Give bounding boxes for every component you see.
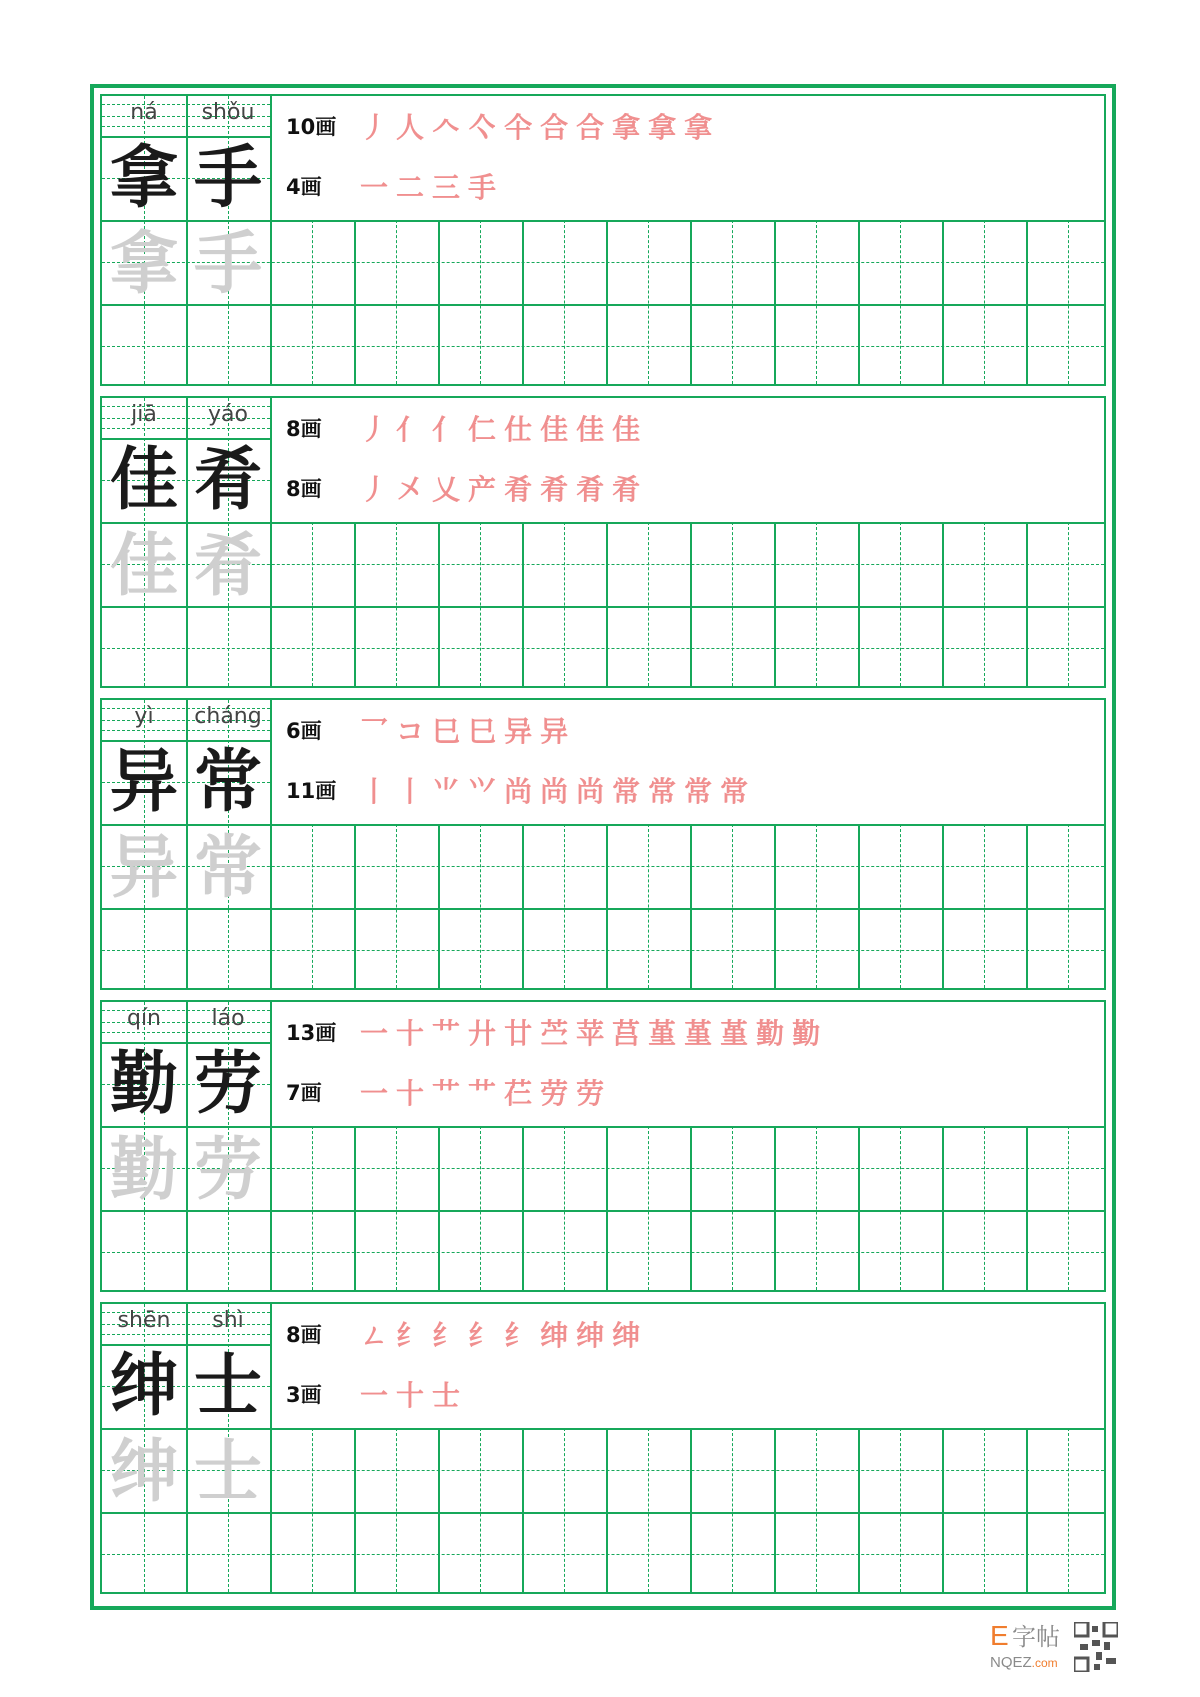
grid-column-line (942, 522, 944, 686)
stroke-step: 手 (468, 171, 505, 204)
stroke-step: 一 (360, 1077, 397, 1110)
grid-column-line (354, 1126, 356, 1290)
stroke-step: 合 (540, 111, 577, 144)
stroke-step: 亻 (432, 413, 469, 446)
stroke-step: 仐 (504, 111, 541, 144)
grid-column-line (354, 824, 356, 988)
stroke-step: ㄥ (360, 1319, 397, 1352)
stroke-step: 巳 (468, 715, 505, 748)
stroke-steps (360, 468, 648, 508)
grid-center-dash (564, 1126, 565, 1290)
character-block (100, 1000, 1106, 1292)
grid-center-dash (732, 522, 733, 686)
trace-character: 常 (193, 828, 262, 908)
stroke-step: 莒 (612, 1017, 649, 1050)
stroke-count: 6画 (286, 719, 322, 743)
grid-column-line (942, 1126, 944, 1290)
grid-center-dash (480, 1428, 481, 1592)
grid-column-line (270, 96, 272, 384)
stroke-step: 肴 (612, 473, 649, 506)
grid-center-dash (1068, 1428, 1069, 1592)
grid-column-line (438, 824, 440, 988)
stroke-step: 常 (612, 775, 649, 808)
grid-center-dash (900, 824, 901, 988)
grid-center-dash (480, 824, 481, 988)
grid-column-line (858, 1126, 860, 1290)
stroke-step: 劳 (540, 1077, 577, 1110)
grid-column-line (774, 824, 776, 988)
grid-center-dash (648, 1126, 649, 1290)
stroke-step: 常 (684, 775, 721, 808)
grid-center-dash (312, 1126, 313, 1290)
stroke-step: 三 (432, 171, 469, 204)
stroke-step: 㐅 (396, 473, 433, 506)
stroke-step: コ (396, 715, 433, 748)
stroke-step: 异 (504, 715, 541, 748)
stroke-order-row (286, 1010, 828, 1054)
stroke-count: 8画 (286, 417, 322, 441)
grid-middle-dash (102, 1252, 1104, 1253)
grid-center-dash (648, 824, 649, 988)
stroke-step: 一 (360, 1379, 397, 1412)
grid-center-dash (816, 1428, 817, 1592)
stroke-step: 一 (360, 171, 397, 204)
grid-column-line (858, 522, 860, 686)
grid-column-line (270, 398, 272, 686)
grid-center-dash (480, 1126, 481, 1290)
grid-column-line (522, 824, 524, 988)
grid-center-dash (984, 824, 985, 988)
grid-center-dash (396, 1428, 397, 1592)
grid-center-dash (480, 220, 481, 384)
stroke-step: 士 (432, 1379, 469, 1412)
grid-column-line (606, 522, 608, 686)
grid-column-line (354, 220, 356, 384)
grid-center-dash (732, 220, 733, 384)
grid-center-dash (732, 1126, 733, 1290)
stroke-step: 劳 (576, 1077, 613, 1110)
stroke-step: 仁 (468, 413, 505, 446)
stroke-step: 廿 (504, 1017, 541, 1050)
stroke-order-row (286, 406, 648, 450)
stroke-order-row (286, 1070, 612, 1114)
grid-center-dash (396, 1126, 397, 1290)
stroke-step: 堇 (684, 1017, 721, 1050)
grid-column-line (858, 220, 860, 384)
grid-column-line (942, 824, 944, 988)
stroke-step: ⺌ (432, 775, 469, 808)
stroke-step: 尚 (540, 775, 577, 808)
grid-column-line (1026, 522, 1028, 686)
stroke-steps (360, 166, 504, 206)
character-block (100, 396, 1106, 688)
pinyin-label: shēn (117, 1308, 171, 1333)
stroke-step: 丨 (396, 775, 433, 808)
grid-center-dash (564, 220, 565, 384)
stroke-step: 肴 (576, 473, 613, 506)
stroke-step: 异 (540, 715, 577, 748)
stroke-step: 丿 (360, 473, 397, 506)
pinyin-label: shǒu (201, 100, 255, 125)
grid-center-dash (1068, 220, 1069, 384)
stroke-step: ⺍ (468, 775, 505, 808)
grid-column-line (522, 1428, 524, 1592)
stroke-count: 11画 (286, 779, 337, 803)
stroke-count: 3画 (286, 1383, 322, 1407)
grid-center-dash (984, 1428, 985, 1592)
grid-column-line (522, 1126, 524, 1290)
grid-center-dash (816, 824, 817, 988)
stroke-step: 苎 (540, 1017, 577, 1050)
grid-column-line (354, 522, 356, 686)
model-character: 士 (193, 1346, 262, 1426)
grid-column-line (690, 220, 692, 384)
stroke-step: 人 (396, 111, 433, 144)
pinyin-label: yáo (208, 402, 248, 427)
model-character: 佳 (109, 440, 178, 520)
stroke-step: 艹 (468, 1077, 505, 1110)
grid-center-dash (564, 1428, 565, 1592)
pinyin-label: láo (211, 1006, 245, 1031)
stroke-step: 十 (396, 1077, 433, 1110)
stroke-steps (360, 1314, 648, 1354)
grid-column-line (690, 522, 692, 686)
stroke-step: 一 (360, 1017, 397, 1050)
grid-center-dash (396, 220, 397, 384)
grid-column-line (438, 1428, 440, 1592)
character-block (100, 1302, 1106, 1594)
stroke-steps (360, 1374, 468, 1414)
stroke-step: 尚 (504, 775, 541, 808)
stroke-step: 艹 (432, 1077, 469, 1110)
stroke-steps (360, 1012, 828, 1052)
grid-center-dash (1068, 1126, 1069, 1290)
stroke-order-row (286, 708, 576, 752)
model-character: 勤 (109, 1044, 178, 1124)
stroke-step: 丨 (360, 775, 397, 808)
grid-center-dash (648, 1428, 649, 1592)
model-character: 拿 (109, 138, 178, 218)
grid-column-line (858, 824, 860, 988)
stroke-step: 拿 (612, 111, 649, 144)
pinyin-label: yì (134, 704, 154, 729)
model-character: 常 (193, 742, 262, 822)
grid-column-line (942, 1428, 944, 1592)
grid-middle-dash (102, 648, 1104, 649)
grid-column-line (270, 1304, 272, 1592)
grid-column-line (774, 522, 776, 686)
grid-center-dash (1068, 824, 1069, 988)
grid-center-dash (564, 824, 565, 988)
grid-center-dash (900, 220, 901, 384)
stroke-step: 常 (720, 775, 757, 808)
stroke-steps (360, 770, 756, 810)
grid-column-line (270, 700, 272, 988)
grid-center-dash (480, 522, 481, 686)
grid-center-dash (1068, 522, 1069, 686)
pinyin-label: shì (212, 1308, 244, 1333)
logo-site-domain: .com (1031, 1656, 1058, 1670)
grid-column-line (606, 1126, 608, 1290)
grid-center-dash (816, 220, 817, 384)
logo-letter: E (990, 1620, 1009, 1651)
trace-character: 佳 (109, 526, 178, 606)
grid-center-dash (900, 1428, 901, 1592)
logo-site-name: NQEZ (990, 1654, 1032, 1671)
pinyin-label: ná (130, 100, 158, 125)
stroke-steps (360, 106, 720, 146)
grid-column-line (1026, 1428, 1028, 1592)
character-block (100, 698, 1106, 990)
stroke-step: 乛 (360, 715, 397, 748)
stroke-count: 10画 (286, 115, 337, 139)
stroke-count: 8画 (286, 477, 322, 501)
stroke-step: 佳 (540, 413, 577, 446)
stroke-step: 堇 (720, 1017, 757, 1050)
grid-column-line (606, 220, 608, 384)
stroke-steps (360, 408, 648, 448)
grid-column-line (690, 1126, 692, 1290)
grid-center-dash (984, 1126, 985, 1290)
model-character: 绅 (109, 1346, 178, 1426)
grid-column-line (1026, 1126, 1028, 1290)
grid-column-line (522, 522, 524, 686)
grid-center-dash (900, 522, 901, 686)
grid-column-line (774, 1126, 776, 1290)
stroke-step: 佳 (576, 413, 613, 446)
grid-middle-dash (102, 346, 1104, 347)
stroke-step: 产 (468, 473, 505, 506)
stroke-step: 十 (396, 1017, 433, 1050)
model-character: 手 (193, 138, 262, 218)
grid-column-line (270, 1002, 272, 1290)
stroke-step: 肴 (540, 473, 577, 506)
stroke-step: 亽 (468, 111, 505, 144)
stroke-order-row (286, 466, 648, 510)
stroke-count: 13画 (286, 1021, 337, 1045)
grid-column-line (690, 824, 692, 988)
grid-center-dash (984, 522, 985, 686)
trace-character: 手 (193, 224, 262, 304)
qr-code-icon (1074, 1622, 1118, 1672)
grid-center-dash (396, 522, 397, 686)
stroke-order-row (286, 1372, 468, 1416)
grid-column-line (438, 1126, 440, 1290)
stroke-step: 仕 (504, 413, 541, 446)
pinyin-label: jiā (131, 402, 157, 427)
stroke-step: 十 (396, 1379, 433, 1412)
grid-column-line (774, 1428, 776, 1592)
stroke-step: 纟 (468, 1319, 505, 1352)
model-character: 肴 (193, 440, 262, 520)
stroke-step: 常 (648, 775, 685, 808)
grid-column-line (858, 1428, 860, 1592)
stroke-step: 拿 (648, 111, 685, 144)
logo-text: 字帖 (1012, 1623, 1060, 1651)
grid-column-line (942, 220, 944, 384)
stroke-steps (360, 710, 576, 750)
stroke-step: 纟 (504, 1319, 541, 1352)
grid-column-line (606, 824, 608, 988)
grid-middle-dash (102, 950, 1104, 951)
trace-character: 勤 (109, 1130, 178, 1210)
grid-column-line (774, 220, 776, 384)
stroke-count: 8画 (286, 1323, 322, 1347)
stroke-order-row (286, 104, 720, 148)
grid-column-line (522, 220, 524, 384)
grid-column-line (438, 522, 440, 686)
grid-column-line (690, 1428, 692, 1592)
trace-character: 拿 (109, 224, 178, 304)
stroke-step: 亻 (396, 413, 433, 446)
grid-center-dash (648, 220, 649, 384)
grid-center-dash (312, 824, 313, 988)
pinyin-label: cháng (194, 704, 262, 729)
stroke-step: 艹 (432, 1017, 469, 1050)
stroke-step: 纟 (432, 1319, 469, 1352)
stroke-step: 廾 (468, 1017, 505, 1050)
stroke-step: 巳 (432, 715, 469, 748)
stroke-step: 苹 (576, 1017, 613, 1050)
grid-center-dash (312, 522, 313, 686)
grid-center-dash (312, 220, 313, 384)
stroke-step: 乂 (432, 473, 469, 506)
stroke-order-row (286, 164, 504, 208)
stroke-count: 4画 (286, 175, 322, 199)
grid-center-dash (648, 522, 649, 686)
trace-character: 异 (109, 828, 178, 908)
grid-center-dash (396, 824, 397, 988)
stroke-step: 拿 (684, 111, 721, 144)
stroke-step: 勤 (756, 1017, 793, 1050)
pinyin-label: qín (126, 1006, 162, 1031)
stroke-step: 合 (576, 111, 613, 144)
grid-column-line (354, 1428, 356, 1592)
grid-center-dash (984, 220, 985, 384)
stroke-step: 肴 (504, 473, 541, 506)
trace-character: 肴 (193, 526, 262, 606)
stroke-step: 绅 (612, 1319, 649, 1352)
stroke-order-row (286, 768, 756, 812)
grid-center-dash (900, 1126, 901, 1290)
stroke-step: 绅 (540, 1319, 577, 1352)
stroke-step: 丿 (360, 111, 397, 144)
stroke-step: 绅 (576, 1319, 613, 1352)
grid-center-dash (564, 522, 565, 686)
grid-center-dash (816, 1126, 817, 1290)
grid-center-dash (816, 522, 817, 686)
grid-middle-dash (102, 1554, 1104, 1555)
stroke-steps (360, 1072, 612, 1112)
stroke-step: 芢 (504, 1077, 541, 1110)
stroke-step: 纟 (396, 1319, 433, 1352)
trace-character: 士 (193, 1432, 262, 1512)
grid-center-dash (732, 824, 733, 988)
stroke-order-row (286, 1312, 648, 1356)
trace-character: 绅 (109, 1432, 178, 1512)
stroke-step: 二 (396, 171, 433, 204)
stroke-step: 堇 (648, 1017, 685, 1050)
grid-column-line (1026, 220, 1028, 384)
stroke-step: 丿 (360, 413, 397, 446)
stroke-count: 7画 (286, 1081, 322, 1105)
model-character: 异 (109, 742, 178, 822)
stroke-step: 𠆢 (432, 111, 469, 144)
grid-column-line (606, 1428, 608, 1592)
model-character: 劳 (193, 1044, 262, 1124)
stroke-step: 勤 (792, 1017, 829, 1050)
character-block (100, 94, 1106, 386)
stroke-step: 佳 (612, 413, 649, 446)
trace-character: 劳 (193, 1130, 262, 1210)
stroke-step: 尚 (576, 775, 613, 808)
grid-column-line (1026, 824, 1028, 988)
grid-column-line (438, 220, 440, 384)
grid-center-dash (732, 1428, 733, 1592)
grid-center-dash (312, 1428, 313, 1592)
logo-site (990, 1654, 1058, 1671)
site-logo (990, 1620, 1120, 1676)
